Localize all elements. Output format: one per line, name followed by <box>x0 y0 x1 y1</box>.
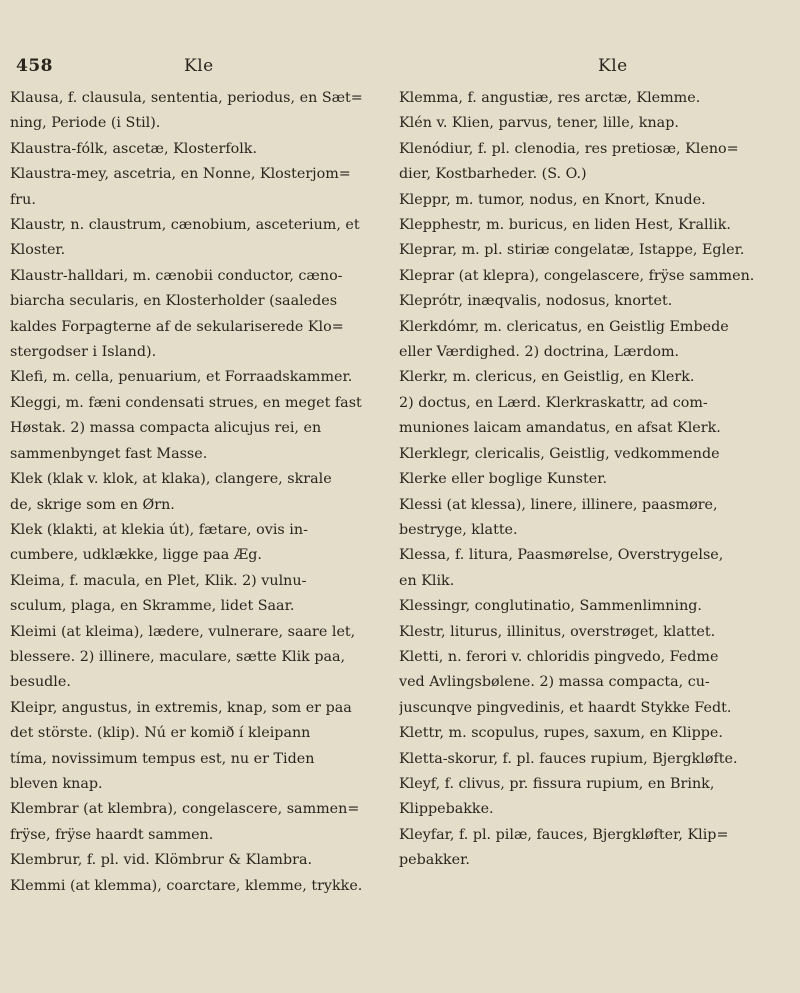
dictionary-entry <box>10 264 380 366</box>
dictionary-entry <box>10 696 380 798</box>
dictionary-entry <box>399 315 769 366</box>
dictionary-entry <box>399 137 769 188</box>
entry-line: Kleprótr, inæqvalis, nodosus, knortet. <box>399 293 673 310</box>
entry-line: Klepphestr, m. buricus, en liden Hest, Krallik. <box>399 217 731 234</box>
entry-line: Kloster. <box>10 242 66 259</box>
dictionary-entry <box>399 543 769 594</box>
dictionary-entry <box>399 772 769 823</box>
entry-line: det störste. (klip). Nú er komið í kleipann <box>10 725 311 742</box>
dictionary-entry <box>399 493 769 544</box>
entry-line: muniones laicam amandatus, en afsat Klerk. <box>399 420 721 437</box>
entry-line: sculum, plaga, en Skramme, lidet Saar. <box>10 598 295 615</box>
entry-line: sammenbynget fast Masse. <box>10 445 208 462</box>
dictionary-entry <box>10 365 380 390</box>
entry-line: biarcha secularis, en Klosterholder (saaledes <box>10 293 338 310</box>
dictionary-entry <box>399 721 769 746</box>
entry-line: cumbere, udklække, ligge paa Æg. <box>10 547 262 564</box>
entry-line: Kleprar (at klepra), congelascere, frÿse sammen. <box>399 267 755 284</box>
right-column <box>399 86 769 874</box>
entry-line: Klemma, f. angustiæ, res arctæ, Klemme. <box>399 90 701 106</box>
entry-line: Klerkr, m. clericus, en Geistlig, en Klerk. <box>399 369 695 386</box>
entry-line: ved Avlingsbølene. 2) massa compacta, cu- <box>399 674 710 691</box>
entry-line: en Klik. <box>399 572 455 589</box>
dictionary-entry <box>399 645 769 721</box>
entry-line: stergodser i Island). <box>10 344 157 361</box>
dictionary-entry <box>399 442 769 493</box>
dictionary-entry <box>399 747 769 772</box>
dictionary-entry <box>399 111 769 136</box>
dictionary-entry <box>399 289 769 314</box>
entry-line: Høstak. 2) massa compacta alicujus rei, en <box>10 420 322 437</box>
dictionary-entry <box>10 467 380 518</box>
dictionary-entry <box>10 86 380 137</box>
dictionary-entry <box>10 518 380 569</box>
entry-line: Kleimi (at kleima), lædere, vulnerare, saare let, <box>10 623 356 640</box>
guide-word-left: Kle <box>184 56 214 76</box>
entry-line: Klerklegr, clericalis, Geistlig, vedkommende <box>399 445 720 462</box>
entry-line: eller Værdighed. 2) doctrina, Lærdom. <box>399 344 680 361</box>
entry-line: Kleipr, angustus, in extremis, knap, som er paa <box>10 699 352 716</box>
dictionary-entry <box>399 823 769 874</box>
entry-line: Kletta-skorur, f. pl. fauces rupium, Bjergkløfte. <box>399 750 738 767</box>
entry-line: Kleyfar, f. pl. pilæ, fauces, Bjergkløfter, Klip= <box>399 826 729 843</box>
entry-line: dier, Kostbarheder. (S. O.) <box>399 166 587 183</box>
entry-line: Klaustra-fólk, ascetæ, Klosterfolk. <box>10 140 257 157</box>
dictionary-entry <box>10 213 380 264</box>
entry-line: bestryge, klatte. <box>399 521 518 538</box>
entry-line: Klén v. Klien, parvus, tener, lille, knap. <box>399 115 679 132</box>
entry-line: fru. <box>10 191 36 208</box>
dictionary-entry <box>10 620 380 696</box>
guide-word-right: Kle <box>598 56 628 76</box>
entry-line: Kleggi, m. fæni condensati strues, en meget fast <box>10 394 362 411</box>
entry-line: Klausa, f. clausula, sententia, periodus, en Sæt= <box>10 90 363 106</box>
entry-line: Kletti, n. ferori v. chloridis pingvedo, Fedme <box>399 648 719 665</box>
entry-line: Klerkdómr, m. clericatus, en Geistlig Embede <box>399 318 729 335</box>
dictionary-entry <box>399 188 769 213</box>
entry-line: Klessingr, conglutinatio, Sammenlimning. <box>399 598 702 615</box>
entry-line: de, skrige som en Ørn. <box>10 496 175 513</box>
dictionary-entry <box>10 874 380 899</box>
entry-line: Klaustr, n. claustrum, cænobium, asceterium, et <box>10 217 360 234</box>
entry-line: Klefi, m. cella, penuarium, et Forraadskammer. <box>10 369 353 386</box>
entry-line: ning, Periode (i Stil). <box>10 115 161 132</box>
entry-line: juscunqve pingvedinis, et haardt Stykke Fedt. <box>399 699 732 716</box>
entry-line: tíma, novissimum tempus est, nu er Tiden <box>10 750 315 767</box>
entry-line: Klenódiur, f. pl. clenodia, res pretiosæ, Kleno= <box>399 140 739 157</box>
entry-line: pebakker. <box>399 852 470 869</box>
dictionary-entry <box>399 86 769 111</box>
left-column <box>10 86 380 899</box>
entry-line: Klemmi (at klemma), coarctare, klemme, trykke. <box>10 877 363 894</box>
dictionary-entry <box>10 569 380 620</box>
entry-line: Klek (klakti, at klekia út), fætare, ovis in- <box>10 521 308 538</box>
entry-line: Klaustr-halldari, m. cænobii conductor, cæno- <box>10 267 343 284</box>
entry-line: kaldes Forpagterne af de sekulariserede Klo= <box>10 318 344 335</box>
dictionary-entry <box>10 137 380 162</box>
entry-line: Kleprar, m. pl. stiriæ congelatæ, Istappe, Egler. <box>399 242 745 259</box>
entry-line: Klek (klak v. klok, at klaka), clangere, skrale <box>10 471 332 488</box>
entry-line: Klerke eller boglige Kunster. <box>399 471 608 488</box>
entry-line: Klippebakke. <box>399 801 494 818</box>
dictionary-entry <box>399 264 769 289</box>
entry-line: besudle. <box>10 674 71 691</box>
dictionary-entry <box>10 848 380 873</box>
entry-line: Klessa, f. litura, Paasmørelse, Overstrygelse, <box>399 547 724 564</box>
dictionary-entry <box>399 594 769 619</box>
dictionary-entry <box>10 797 380 848</box>
entry-line: Kleyf, f. clivus, pr. fissura rupium, en Brink, <box>399 775 715 792</box>
entry-line: Kleppr, m. tumor, nodus, en Knort, Knude. <box>399 191 706 208</box>
entry-line: Kleima, f. macula, en Plet, Klik. 2) vulnu- <box>10 572 307 589</box>
page-number: 458 <box>16 56 53 76</box>
entry-line: Klembrar (at klembra), congelascere, sammen= <box>10 801 360 818</box>
dictionary-entry <box>399 213 769 238</box>
entry-line: blessere. 2) illinere, maculare, sætte Klik paa, <box>10 648 346 665</box>
entry-line: Klettr, m. scopulus, rupes, saxum, en Klippe. <box>399 725 723 742</box>
dictionary-entry <box>10 162 380 213</box>
dictionary-entry <box>399 238 769 263</box>
entry-line: Klaustra-mey, ascetria, en Nonne, Klosterjom= <box>10 166 351 183</box>
entry-line: frÿse, frÿse haardt sammen. <box>10 826 214 843</box>
dictionary-entry <box>399 620 769 645</box>
entry-line: 2) doctus, en Lærd. Klerkraskattr, ad com- <box>399 394 708 411</box>
entry-line: Klestr, liturus, illinitus, overstrøget, klattet. <box>399 623 716 640</box>
dictionary-entry <box>10 391 380 467</box>
entry-line: Klembrur, f. pl. vid. Klömbrur & Klambra. <box>10 852 313 869</box>
entry-line: bleven knap. <box>10 775 103 792</box>
entry-line: Klessi (at klessa), linere, illinere, paasmøre, <box>399 496 718 513</box>
dictionary-entry <box>399 365 769 441</box>
